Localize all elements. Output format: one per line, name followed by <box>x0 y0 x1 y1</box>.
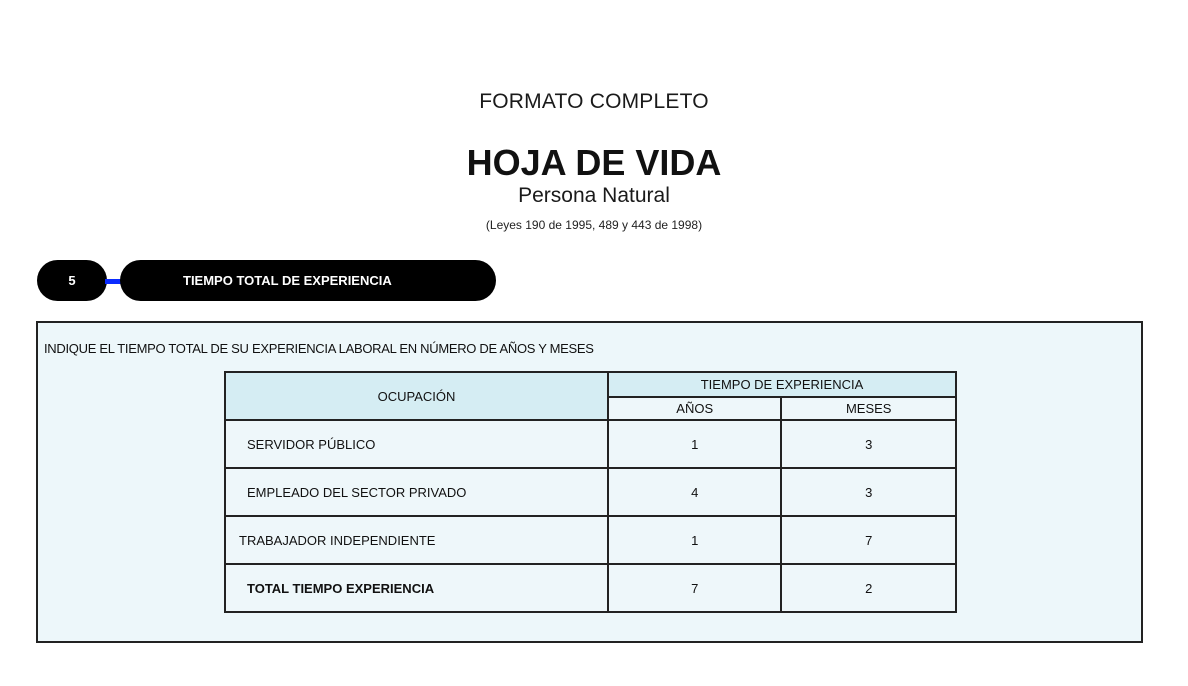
experience-table <box>224 371 957 613</box>
section-title: TIEMPO TOTAL DE EXPERIENCIA <box>183 273 392 288</box>
years-cell[interactable]: 1 <box>608 420 781 468</box>
header-row <box>225 372 956 397</box>
header-years: AÑOS <box>608 397 781 420</box>
section-number-badge <box>37 260 107 301</box>
table-row <box>225 516 956 564</box>
months-cell[interactable]: 3 <box>781 420 956 468</box>
table-row <box>225 420 956 468</box>
experience-panel <box>36 321 1143 643</box>
document-subtitle: Persona Natural <box>518 184 670 207</box>
format-label: FORMATO COMPLETO <box>479 90 709 113</box>
months-cell[interactable]: 7 <box>781 516 956 564</box>
total-months-cell[interactable]: 2 <box>781 564 956 612</box>
occupation-cell: TRABAJADOR INDEPENDIENTE <box>225 516 608 564</box>
header-months: MESES <box>781 397 956 420</box>
section-title-badge <box>120 260 496 301</box>
occupation-cell: EMPLEADO DEL SECTOR PRIVADO <box>225 468 608 516</box>
table-row <box>225 468 956 516</box>
instruction-text: INDIQUE EL TIEMPO TOTAL DE SU EXPERIENCIA LABORAL EN NÚMERO DE AÑOS Y MESES <box>44 341 594 356</box>
section-number: 5 <box>68 273 76 288</box>
occupation-cell: SERVIDOR PÚBLICO <box>225 420 608 468</box>
years-cell[interactable]: 1 <box>608 516 781 564</box>
laws-reference: (Leyes 190 de 1995, 489 y 443 de 1998) <box>485 218 703 232</box>
total-label: TOTAL TIEMPO EXPERIENCIA <box>225 564 608 612</box>
years-cell[interactable]: 4 <box>608 468 781 516</box>
header-experience-time: TIEMPO DE EXPERIENCIA <box>608 372 956 397</box>
document-title: HOJA DE VIDA <box>466 142 722 183</box>
header-occupation: OCUPACIÓN <box>225 372 608 420</box>
months-cell[interactable]: 3 <box>781 468 956 516</box>
total-row <box>225 564 956 612</box>
total-years-cell[interactable]: 7 <box>608 564 781 612</box>
